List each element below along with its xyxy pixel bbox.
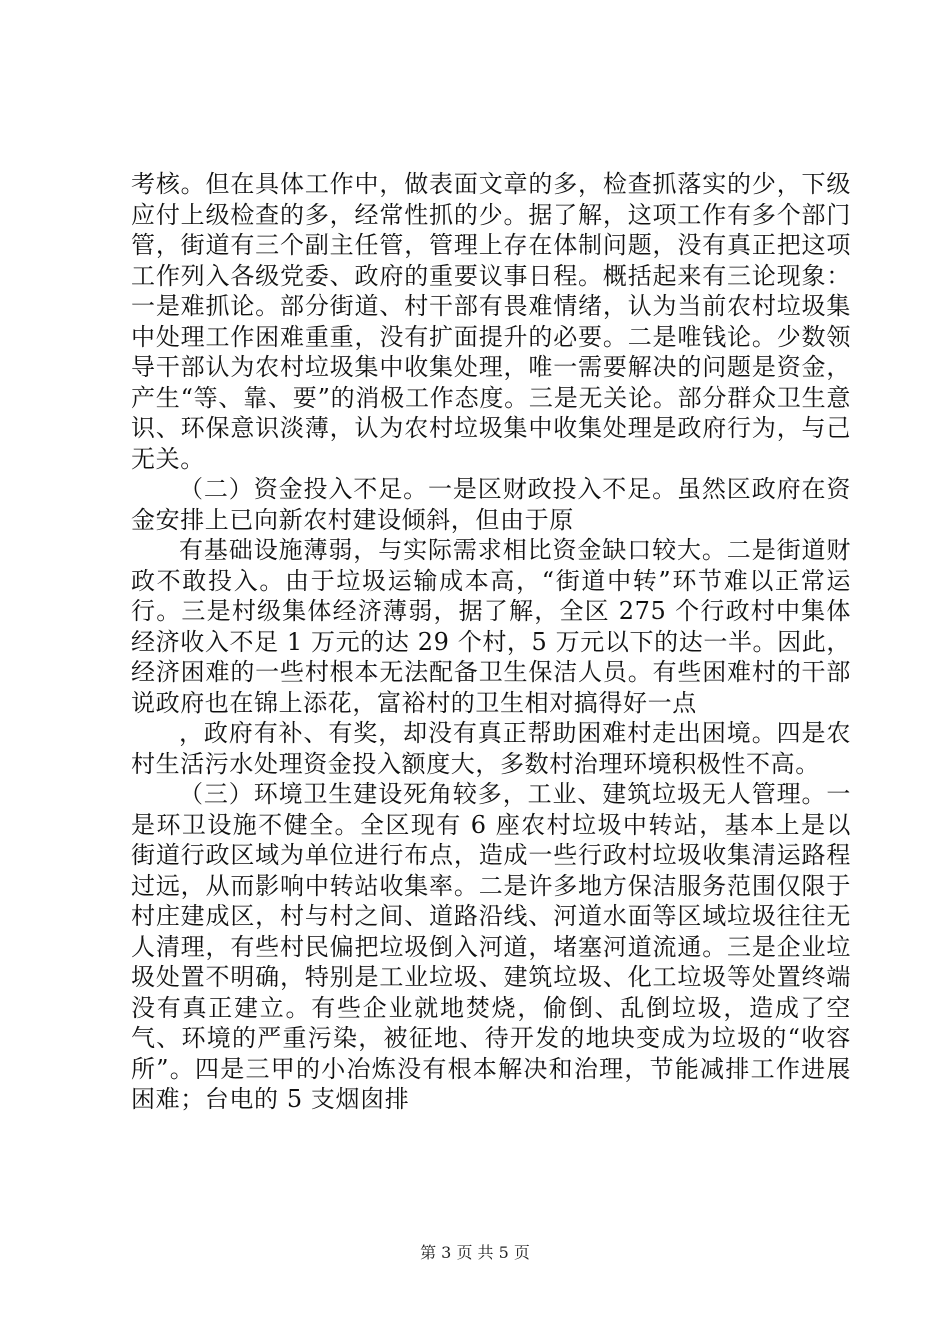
page-footer: 第 3 页 共 5 页 <box>420 1243 530 1262</box>
paragraph-2: （二）资金投入不足。一是区财政投入不足。虽然区政府在资金安排上已向新农村建设倾斜，但由于原 <box>131 475 851 534</box>
document-body <box>131 169 851 1115</box>
paragraph-3: 有基础设施薄弱，与实际需求相比资金缺口较大。二是街道财政不敢投入。由于垃圾运输成本高，“街道中转”环节难以正常运行。三是村级集体经济薄弱，据了解，全区 275 个行政村中集体经济收入不足 1 万元的达 29 个村，5 万元以下的达一半。因此，经济困难的一些村根本无法配备卫生保洁人员。有些困难村的干部说政府也在锦上添花，富裕村的卫生相对搞得好一点 <box>131 536 851 717</box>
paragraph-1: 考核。但在具体工作中，做表面文章的多，检查抓落实的少，下级应付上级检查的多，经常性抓的少。据了解，这项工作有多个部门管，街道有三个副主任管，管理上存在体制问题，没有真正把这项工作列入各级党委、政府的重要议事日程。概括起来有三论现象：一是难抓论。部分街道、村干部有畏难情绪，认为当前农村垃圾集中处理工作困难重重，没有扩面提升的必要。二是唯钱论。少数领导干部认为农村垃圾集中收集处理，唯一需要解决的问题是资金，产生“等、靠、要”的消极工作态度。三是无关论。部分群众卫生意识、环保意识淡薄，认为农村垃圾集中收集处理是政府行为，与己无关。 <box>131 170 851 473</box>
paragraph-4: ，政府有补、有奖，却没有真正帮助困难村走出困境。四是农村生活污水处理资金投入额度大，多数村治理环境积极性不高。 <box>131 719 851 778</box>
paragraph-5: （三）环境卫生建设死角较多，工业、建筑垃圾无人管理。一是环卫设施不健全。全区现有 6 座农村垃圾中转站，基本上是以街道行政区域为单位进行布点，造成一些行政村垃圾收集清运路程过远，从而影响中转站收集率。二是许多地方保洁服务范围仅限于村庄建成区，村与村之间、道路沿线、河道水面等区域垃圾往往无人清理，有些村民偏把垃圾倒入河道，堵塞河道流通。三是企业垃圾处置不明确，特别是工业垃圾、建筑垃圾、化工垃圾等处置终端没有真正建立。有些企业就地焚烧，偷倒、乱倒垃圾，造成了空气、环境的严重污染，被征地、待开发的地块变成为垃圾的“收容所”。四是三甲的小冶炼没有根本解决和治理，节能减排工作进展困难；台电的 5 支烟囱排 <box>131 780 851 1113</box>
